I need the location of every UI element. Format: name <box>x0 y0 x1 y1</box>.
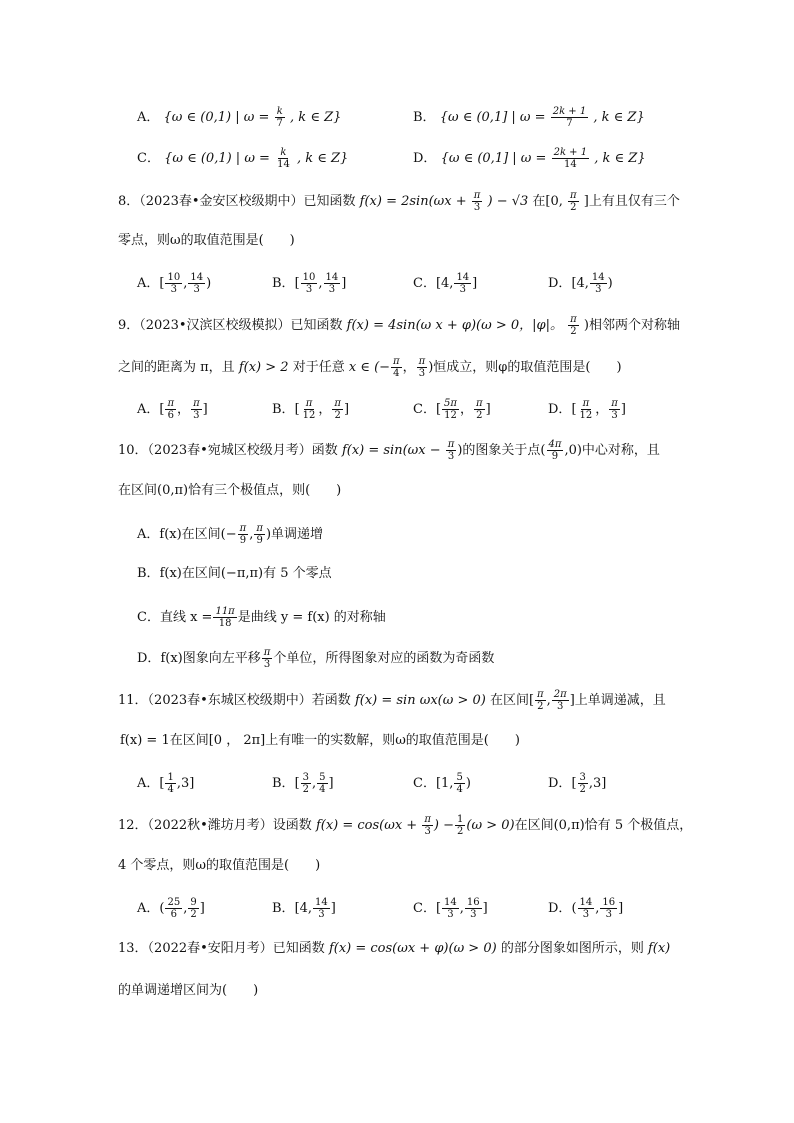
fraction: $\frac{\pi}{4}$ <box>393 356 400 379</box>
fraction: $\frac{\pi}{3}$ <box>424 814 431 837</box>
fraction: $\frac{\pi}{2}$ <box>537 689 544 712</box>
q8-option-d: D．[4, $\frac{14}{3}$ ) <box>548 272 613 295</box>
fraction: $\frac{14}{3}$ <box>456 272 470 295</box>
q9-option-d: D．[ $\frac{\pi}{12}$ ， $\frac{\pi}{3}$ ] <box>548 398 626 421</box>
fraction: $\frac{14}{3}$ <box>579 897 593 920</box>
q7-option-a: A． {ω ∈ (0,1) | ω = $\frac{k}{7}$ , k ∈ Z} <box>137 106 342 129</box>
fraction: $\frac{14}{3}$ <box>444 897 457 920</box>
fraction: $\frac{10}{3}$ <box>167 272 181 295</box>
fraction: $\frac{5}{4}$ <box>456 772 463 795</box>
fraction: $\frac{14}{3}$ <box>190 272 204 295</box>
q11-option-a: A．[ $\frac{1}{4}$ ,3] <box>137 772 195 795</box>
fraction: $\frac{\pi}{3}$ <box>263 647 271 670</box>
q8-option-b: B．[ $\frac{10}{3}$ , $\frac{14}{3}$ ] <box>272 272 347 295</box>
fraction: $\frac{14}{3}$ <box>325 272 339 295</box>
option-label: A． <box>137 110 160 125</box>
q11-stem-line2: f(x) = 1在区间[0 ， 2π]上有唯一的实数解，则ω的取值范围是( ) <box>120 733 520 748</box>
q12-option-d: D．( $\frac{14}{3}$ , $\frac{16}{3}$ ] <box>548 897 624 920</box>
fraction: $\frac{\pi}{2}$ <box>475 398 483 421</box>
q9-stem-line1: 9．（2023•汉滨区校级模拟）已知函数 f(x) = 4sin(ω x + φ)(ω > 0，|φ|。 $\frac{\pi}{2}$ )相邻两个对称轴 <box>118 314 680 337</box>
fraction: $\frac{3}{2}$ <box>579 772 586 795</box>
q7-option-c: C． {ω ∈ (0,1) | ω = $\frac{k}{14}$ , k ∈ Z} <box>137 147 349 170</box>
fraction: $\frac{\pi}{3}$ <box>193 398 200 421</box>
q11-stem-line1: 11．（2023春•东城区校级期中）若函数 f(x) = sin ωx(ω > 0) 在区间[ $\frac{\pi}{2}$ , $\frac{2\pi}{3}$ ]上单调递减，且 <box>118 689 666 712</box>
fraction: $\frac{\pi}{2}$ <box>334 398 341 421</box>
fraction: $\frac{16}{3}$ <box>602 897 616 920</box>
fraction: $\frac{16}{3}$ <box>466 897 480 920</box>
q12-option-b: B．[4, $\frac{14}{3}$ ] <box>272 897 336 920</box>
q13-stem-line1: 13．（2022春•安阳月考）已知函数 f(x) = cos(ωx + φ)(ω > 0) 的部分图象如图所示，则 f(x) <box>118 941 671 956</box>
fraction: $\frac{\pi}{9}$ <box>256 523 263 546</box>
fraction: $\frac{2\pi}{3}$ <box>553 689 567 712</box>
q9-option-c: C．[ $\frac{5\pi}{12}$ ， $\frac{\pi}{2}$ ] <box>413 398 491 421</box>
q10-option-b: B．f(x)在区间(−π,π)有 5 个零点 <box>137 566 332 581</box>
fraction: $\frac{9}{2}$ <box>190 897 197 920</box>
q10-stem-line1: 10．（2023春•宛城区校级月考）函数 f(x) = sin(ωx − $\frac{\pi}{3}$ )的图象关于点( $\frac{4\pi}{9}$ ,0)中心对称，且 <box>118 439 660 462</box>
fraction: $\frac{11\pi}{18}$ <box>215 606 235 629</box>
fraction: $\frac{14}{3}$ <box>591 272 605 295</box>
q10-option-d: D．f(x)图象向左平移 $\frac{\pi}{3}$ 个单位，所得图象对应的函数为奇函数 <box>137 647 495 670</box>
fraction: $\frac{1}{4}$ <box>167 772 174 795</box>
fraction: $\frac{\pi}{3}$ <box>611 398 618 421</box>
fraction: $\frac{2k + 1}{7}$ <box>552 106 587 129</box>
fraction: $\frac{k}{7}$ <box>276 106 283 129</box>
q9-option-a: A．[ $\frac{\pi}{6}$ ， $\frac{\pi}{3}$ ] <box>137 398 208 421</box>
fraction: $\frac{2k + 1}{14}$ <box>553 147 588 170</box>
fraction: $\frac{5\pi}{12}$ <box>444 398 457 421</box>
fraction: $\frac{3}{2}$ <box>302 772 310 795</box>
fraction: $\frac{\pi}{6}$ <box>167 398 175 421</box>
fraction: $\frac{14}{3}$ <box>315 897 328 920</box>
option-math: {ω ∈ (0,1) | ω = <box>163 110 270 125</box>
fraction: $\frac{\pi}{12}$ <box>579 398 593 421</box>
fraction: $\frac{25}{6}$ <box>167 897 181 920</box>
q9-stem-line2: 之间的距离为 π，且 f(x) > 2 对于任意 x ∈ (− $\frac{\pi}{4}$ ， $\frac{\pi}{3}$ )恒成立，则φ的取值范围是( ) <box>118 356 622 379</box>
fraction: $\frac{\pi}{3}$ <box>447 439 455 462</box>
q10-option-c: C．直线 x = $\frac{11\pi}{18}$ 是曲线 y = f(x) 的对称轴 <box>137 606 386 629</box>
q8-stem-line2: 零点，则ω的取值范围是( ) <box>118 233 295 248</box>
fraction: $\frac{1}{2}$ <box>457 814 464 837</box>
q8-option-a: A．[ $\frac{10}{3}$ , $\frac{14}{3}$ ) <box>137 272 212 295</box>
fraction: $\frac{\pi}{3}$ <box>473 190 481 213</box>
q7-option-b: B． {ω ∈ (0,1] | ω = $\frac{2k + 1}{7}$ , k ∈ Z} <box>413 106 645 129</box>
q7-option-d: D． {ω ∈ (0,1] | ω = $\frac{2k + 1}{14}$ , k ∈ Z} <box>413 147 646 170</box>
fraction: $\frac{\pi}{2}$ <box>570 190 577 213</box>
fraction: $\frac{\pi}{3}$ <box>418 356 426 379</box>
fraction: $\frac{5}{4}$ <box>319 772 326 795</box>
q11-option-b: B．[ $\frac{3}{2}$ , $\frac{5}{4}$ ] <box>272 772 334 795</box>
q12-stem-line1: 12．（2022秋•潍坊月考）设函数 f(x) = cos(ωx + $\frac{\pi}{3}$ ) − $\frac{1}{2}$ (ω > 0)在区间(0,π)恰有 5 个极值点， <box>118 814 693 837</box>
q11-option-c: C．[1, $\frac{5}{4}$ ) <box>413 772 471 795</box>
q12-option-a: A．( $\frac{25}{6}$ , $\frac{9}{2}$ ] <box>137 897 205 920</box>
fraction: $\frac{\pi}{12}$ <box>302 398 316 421</box>
fraction: $\frac{4\pi}{9}$ <box>548 439 562 462</box>
fraction: $\frac{\pi}{2}$ <box>570 314 577 337</box>
fraction: $\frac{\pi}{9}$ <box>239 523 247 546</box>
q9-option-b: B．[ $\frac{\pi}{12}$ ， $\frac{\pi}{2}$ ] <box>272 398 350 421</box>
q10-option-a: A．f(x)在区间(− $\frac{\pi}{9}$ , $\frac{\pi}{9}$ )单调递增 <box>137 523 324 546</box>
q12-option-c: C．[ $\frac{14}{3}$ , $\frac{16}{3}$ ] <box>413 897 488 920</box>
q11-option-d: D．[ $\frac{3}{2}$ ,3] <box>548 772 607 795</box>
q13-stem-line2: 的单调递增区间为( ) <box>118 983 259 998</box>
q8-option-c: C．[4, $\frac{14}{3}$ ] <box>413 272 478 295</box>
q8-stem-line1: 8．（2023春•金安区校级期中）已知函数 f(x) = 2sin(ωx + $\frac{\pi}{3}$ ) − √3 在[0, $\frac{\pi}{2}$ ]上有且仅有三个 <box>118 190 680 213</box>
q10-stem-line2: 在区间(0,π)恰有三个极值点，则( ) <box>118 483 342 498</box>
q12-stem-line2: 4 个零点，则ω的取值范围是( ) <box>118 858 321 873</box>
fraction: $\frac{10}{3}$ <box>302 272 316 295</box>
fraction: $\frac{k}{14}$ <box>277 147 290 170</box>
